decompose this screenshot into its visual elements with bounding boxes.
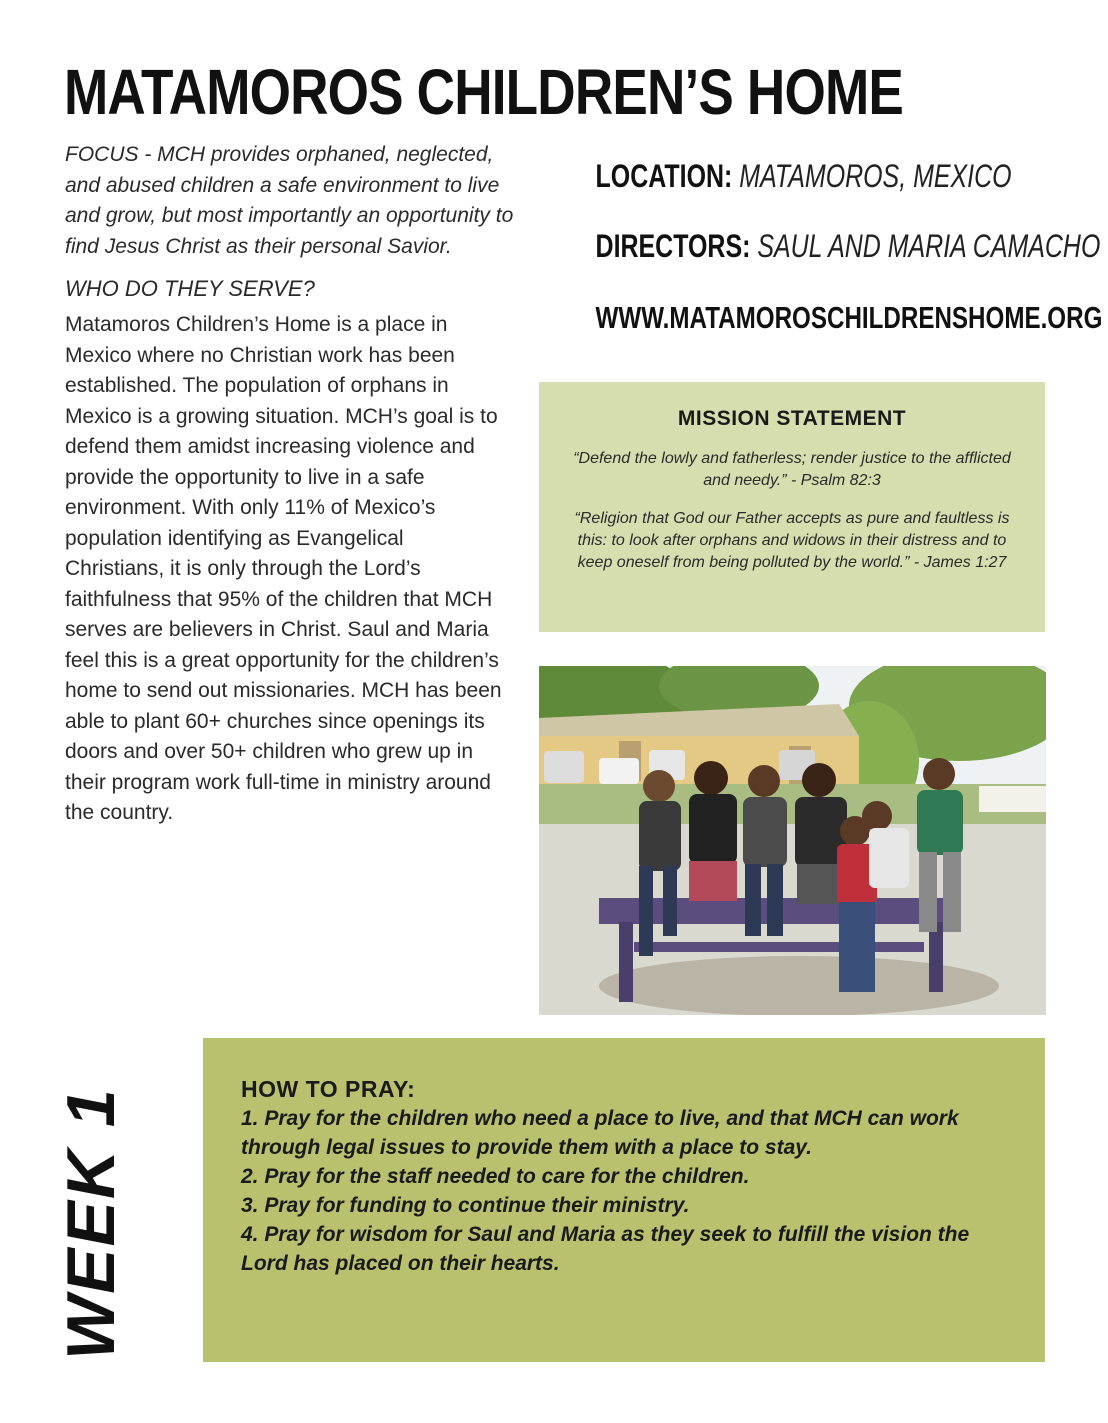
directors-line [595, 228, 1101, 265]
mission-heading: MISSION STATEMENT [677, 407, 907, 430]
directors-value: SAUL AND MARIA CAMACHO [757, 228, 1101, 264]
children-photo [539, 666, 1046, 1015]
children-photo-illustration [539, 666, 1046, 1015]
pray-item-2: 2. Pray for the staff needed to care for the children. [241, 1165, 750, 1188]
page-title: MATAMOROS CHILDREN’S HOME [64, 56, 903, 128]
mission-quote-psalm: “Defend the lowly and fatherless; render justice to the afflicted and needy.” - Psalm 82:3 [573, 450, 1011, 489]
pray-item-3: 3. Pray for funding to continue their ministry. [241, 1194, 690, 1217]
week-label: WEEK 1 [53, 1087, 129, 1360]
pray-item-1: 1. Pray for the children who need a place to live, and that MCH can work through legal issues to provide them with a place to stay. [241, 1107, 959, 1159]
pray-item-4: 4. Pray for wisdom for Saul and Maria as they seek to fulfill the vision the Lord has placed on their hearts. [241, 1223, 970, 1275]
mission-quote-james: “Religion that God our Father accepts as pure and faultless is this: to look after orphans and widows in their distress and to keep oneself from being polluted by the world.” - James 1:27 [574, 510, 1010, 571]
how-to-pray-box [203, 1038, 1045, 1362]
website-link[interactable]: WWW.MATAMOROSCHILDRENSHOME.ORG [595, 300, 1103, 335]
location-line [595, 158, 1012, 195]
who-text: Matamoros Children’s Home is a place in Mexico where no Christian work has been established. The population of orphans in Mexico is a growing situation. MCH’s goal is to defend them amidst increasing violence and provide the opportunity to live in a safe environment. With only 11% of Mexico’s population identifying as Evangelical Christians, it is only through the Lord’s faithfulness that 95% of the children that MCH serves are believers in Christ. Saul and Maria feel this is a great opportunity for the children’s home to send out missionaries. MCH has been able to plant 60+ churches since openings its doors and over 50+ children who grew up in their program work full-time in ministry around the country. [65, 313, 502, 824]
directors-label: DIRECTORS: [595, 228, 751, 264]
pray-heading: HOW TO PRAY: [241, 1076, 416, 1102]
location-label: LOCATION: [595, 158, 733, 194]
location-value: MATAMOROS, MEXICO [739, 158, 1012, 194]
who-heading: WHO DO THEY SERVE? [65, 276, 315, 301]
left-column [65, 140, 515, 829]
mission-statement-box [539, 382, 1045, 632]
focus-text: FOCUS - MCH provides orphaned, neglected, and abused children a safe environment to live and grow, but most importantly an opportunity to find Jesus Christ as their personal Savior. [65, 143, 514, 258]
